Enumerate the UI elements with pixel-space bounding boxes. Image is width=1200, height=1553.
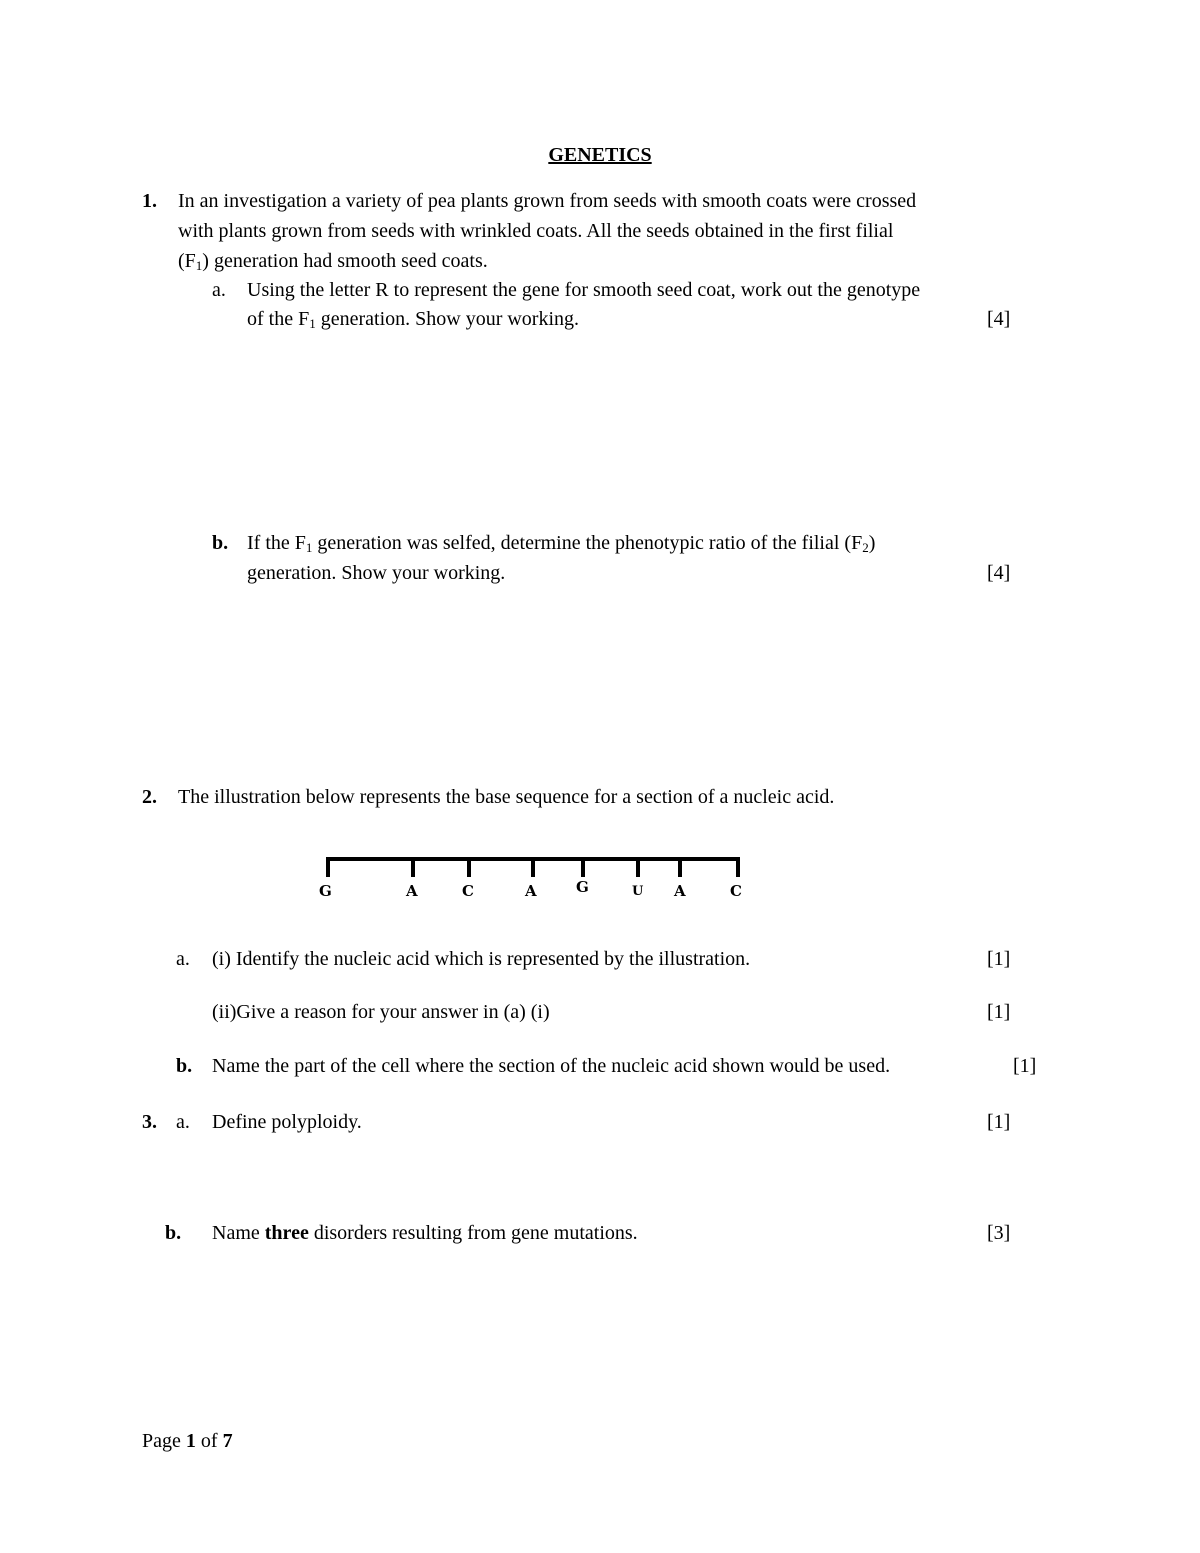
q2a-i-marks: [1] <box>987 948 1011 970</box>
base-stub-5 <box>581 857 585 877</box>
base-label-5: G <box>576 878 589 896</box>
q2a-ii-text: (ii)Give a reason for your answer in (a) (i) <box>212 1001 550 1023</box>
page-number-footer: Page 1 of 7 <box>142 1430 233 1452</box>
q1a-line-2: of the $F_1$ generation. Show your working. <box>247 308 580 331</box>
q3-number: 3. <box>142 1111 157 1133</box>
base-stub-6 <box>636 857 640 877</box>
base-stub-4 <box>531 857 535 877</box>
base-label-2: A <box>406 882 418 900</box>
base-label-7: A <box>674 882 686 900</box>
q1a-line-1: Using the letter R to represent the gene for smooth seed coat, work out the genotype <box>247 279 921 301</box>
q3b-label: b. <box>165 1222 182 1244</box>
q2a-ii-marks: [1] <box>987 1001 1011 1023</box>
q2-number: 2. <box>142 786 157 808</box>
q1-stem-line-1: In an investigation a variety of pea plants grown from seeds with smooth coats were crossed <box>178 190 917 212</box>
q1b-label: b. <box>212 532 229 554</box>
nucleic-acid-diagram <box>318 855 748 885</box>
q3a-marks: [1] <box>987 1111 1011 1133</box>
q2b-label: b. <box>176 1055 193 1077</box>
q3a-label: a. <box>176 1111 190 1133</box>
base-label-8: C <box>730 882 742 900</box>
base-stub-1 <box>326 857 330 877</box>
base-stub-2 <box>411 857 415 877</box>
q3b-marks: [3] <box>987 1222 1011 1244</box>
page-title: GENETICS <box>548 144 652 166</box>
base-label-1: G <box>319 882 332 900</box>
base-stub-3 <box>467 857 471 877</box>
q2b-marks: [1] <box>1013 1055 1037 1077</box>
q1-stem-line-3: $(F_1)$ generation had smooth seed coats. <box>178 250 488 273</box>
base-label-4: A <box>525 882 537 900</box>
q1-number: 1. <box>142 190 157 212</box>
base-stub-7 <box>678 857 682 877</box>
base-label-6: U <box>632 884 644 899</box>
q3b-text: Name three disorders resulting from gene mutations. <box>212 1222 638 1244</box>
base-label-3: C <box>462 882 474 900</box>
q1a-marks: [4] <box>987 308 1011 330</box>
q2a-label: a. <box>176 948 190 970</box>
q2-stem: The illustration below represents the base sequence for a section of a nucleic acid. <box>178 786 835 808</box>
q2a-i-text: (i) Identify the nucleic acid which is represented by the illustration. <box>212 948 751 970</box>
q1b-marks: [4] <box>987 562 1011 584</box>
q1-stem-line-2: with plants grown from seeds with wrinkled coats. All the seeds obtained in the first filial <box>178 220 894 242</box>
q1b-line-2: generation. Show your working. <box>247 562 506 584</box>
q1b-line-1: If the $F_1$ generation was selfed, determine the phenotypic ratio of the filial $(F_2)$ <box>247 532 876 555</box>
q1a-label: a. <box>212 279 226 301</box>
q3a-text: Define polyploidy. <box>212 1111 362 1133</box>
q2b-text: Name the part of the cell where the section of the nucleic acid shown would be used. <box>212 1055 891 1077</box>
base-stub-8 <box>736 857 740 877</box>
